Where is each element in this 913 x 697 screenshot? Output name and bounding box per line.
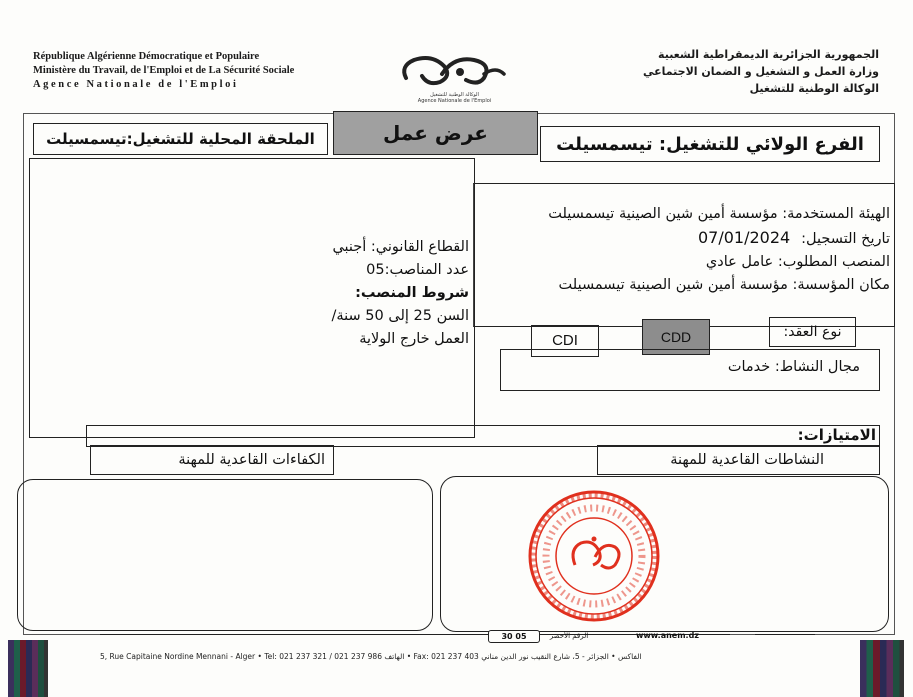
right-info [480, 203, 890, 297]
conditions-title: شروط المنصب: [355, 285, 469, 301]
logo-caption-ar: الوكالة الوطنية للتشغيل [430, 92, 479, 98]
footer-address: 5, Rue Capitaine Nordine Mennani - Alger • Tel: 021 237 321 / 021 237 986 الهاتف • Fax: 021 237 403 الفاكس • الجزائر - 5، شارع النقيب نور الدين مناني [100, 652, 642, 661]
logo-caption [392, 92, 517, 104]
privileges-label: الامتيازات: [797, 426, 876, 444]
official-stamp [525, 487, 663, 625]
logo-caption-fr: Agence Nationale de l'Emploi [417, 98, 492, 104]
contract-cdd-box: CDD [642, 319, 710, 355]
activity: مجال النشاط: خدمات [727, 359, 860, 375]
footer-rule-right [755, 634, 815, 635]
age-condition: السن 25 إلى 50 سنة/ [331, 308, 469, 324]
left-info [60, 236, 469, 351]
scan-stripe-right [860, 640, 904, 697]
reg-date [480, 226, 890, 251]
fr-ministry: Ministère du Travail, de l'Emploi et de La Sécurité Sociale [33, 65, 295, 76]
fr-republic: République Algérienne Démocratique et Populaire [33, 51, 260, 62]
job-offer-title: عرض عمل [333, 111, 538, 155]
base-activities-box [597, 445, 880, 475]
ar-ministry: وزارة العمل و التشغيل و الضمان الاجتماعي [643, 65, 879, 78]
reg-date-label: تاريخ التسجيل: [801, 231, 890, 247]
base-competences-label: الكفاءات القاعدية للمهنة [178, 452, 325, 468]
base-activities-label: النشاطات القاعدية للمهنة [670, 452, 824, 468]
ar-agency: الوكالة الوطنية للتشغيل [749, 82, 879, 95]
legal-sector: القطاع القانوني: أجنبي [332, 239, 469, 255]
branch-title: الفرع الولائي للتشغيل: تيسمسيلت [540, 126, 880, 162]
website-link[interactable]: www.anem.dz [636, 631, 699, 640]
position: المنصب المطلوب: عامل عادي [705, 254, 890, 270]
contract-label: نوع العقد: [769, 317, 856, 347]
reg-date-value: 07/01/2024 [697, 228, 791, 247]
activities-area [440, 476, 889, 632]
scan-stripe-left [8, 640, 48, 697]
ar-republic: الجمهورية الجزائرية الديمقراطية الشعبية [658, 48, 879, 61]
employer: الهيئة المستخدمة: مؤسسة أمين شين الصينية تيسمسيلت [548, 206, 890, 222]
positions-count: عدد المناصب:05 [366, 262, 469, 278]
contract-cdi-box: CDI [531, 325, 599, 357]
competences-area [17, 479, 433, 631]
green-number-label: الرقم الأخضر [549, 632, 589, 640]
outside-condition: العمل خارج الولاية [359, 331, 469, 347]
local-office-title: الملحقة المحلية للتشغيل:تيسمسيلت [33, 123, 328, 155]
fr-agency: Agence Nationale de l'Emploi [33, 79, 239, 90]
location: مكان المؤسسة: مؤسسة أمين شين الصينية تيسمسيلت [558, 277, 890, 293]
base-competences-box [90, 445, 334, 475]
header-ar [643, 46, 879, 97]
header-fr [33, 50, 294, 92]
green-number: 30 05 [488, 630, 540, 643]
